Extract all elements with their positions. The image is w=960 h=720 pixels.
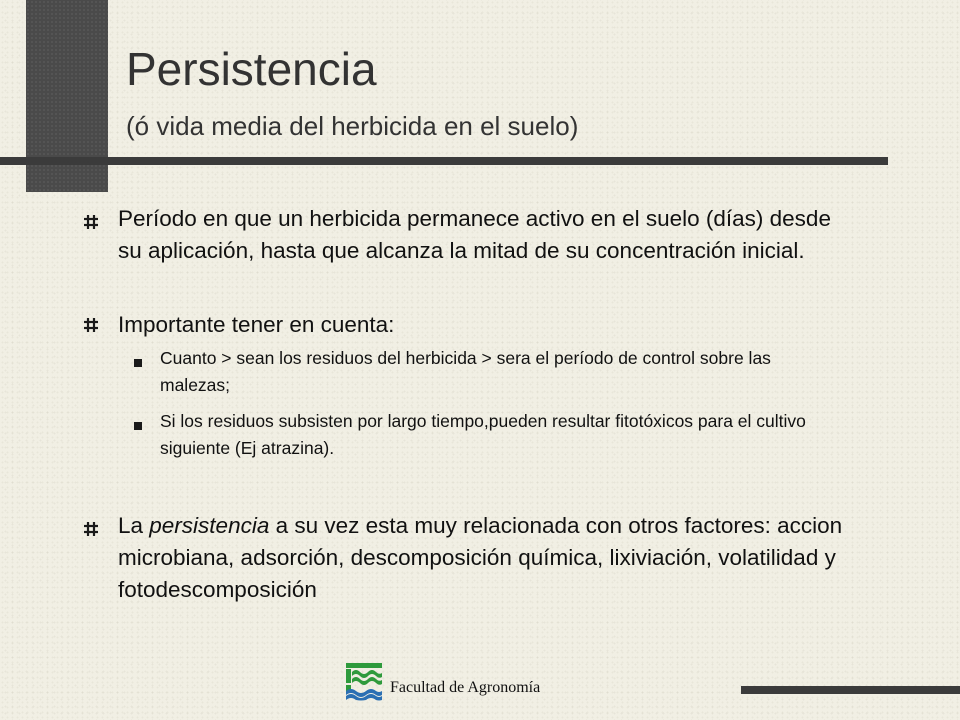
faculty-logo-icon — [346, 663, 382, 701]
sub-bullet-text-1: Cuanto > sean los residuos del herbicida > sera el período de control sobre las malezas; — [160, 348, 771, 395]
slide-title: Persistencia — [126, 43, 377, 95]
footer-rule — [741, 686, 960, 694]
hash-bullet-icon — [83, 214, 99, 230]
bullet-text-2: Importante tener en cuenta: — [118, 312, 395, 337]
title-rule — [0, 157, 888, 165]
hash-bullet-icon — [83, 317, 99, 333]
square-bullet-icon — [134, 359, 142, 367]
sub-bullet-text-2: Si los residuos subsisten por largo tiempo,pueden resultar fitotóxicos para el cultivo siguiente (Ej atrazina). — [160, 411, 806, 458]
bullet-text-1: Período en que un herbicida permanece activo en el suelo (días) desde su aplicación, hasta que alcanza la mitad de su concentración inicial. — [118, 206, 831, 263]
square-bullet-icon — [134, 422, 142, 430]
slide-subtitle: (ó vida media del herbicida en el suelo) — [126, 111, 579, 141]
footer-text: Facultad de Agronomía — [390, 679, 541, 696]
bullet-text-3 — [118, 510, 858, 606]
emphasized-term: persistencia — [149, 513, 270, 538]
hash-bullet-icon — [83, 521, 99, 537]
bullet-text-3-before: La — [118, 513, 150, 538]
bullet-text-3-after: a su vez esta muy relacionada con otros factores: accion microbiana, adsorción, descomposición química, lixiviación, volatilidad y fotodescomposición — [118, 513, 843, 602]
